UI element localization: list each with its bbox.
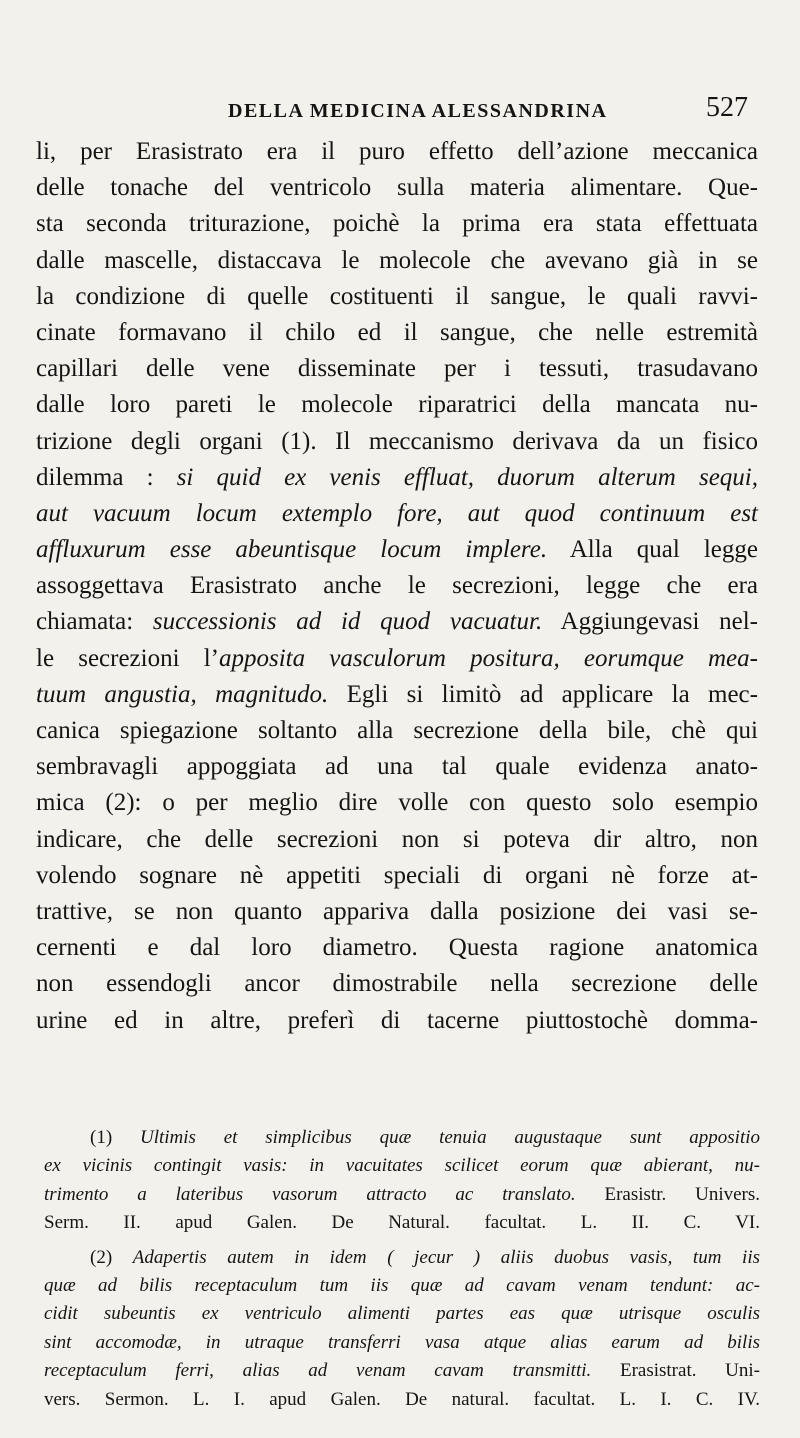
italic-text: successionis ad id quod vacuatur. — [152, 608, 543, 636]
text-run: chiamata: — [36, 608, 153, 636]
text-run: Erasistrat. Uni- — [591, 1360, 761, 1382]
text-run: dalle loro pareti le molecole riparatrici della mancata nu- — [36, 391, 758, 419]
text-run: cinate formavano il chilo ed il sangue, che nelle estremità — [36, 318, 758, 346]
text-run: le secrezioni l’ — [36, 644, 219, 672]
text-run: Serm. II. apud Galen. De Natural. facultat. L. II. C. VI. — [44, 1212, 760, 1234]
text-line — [36, 785, 758, 821]
text-run: non essendogli ancor dimostrabile nella secrezione delle — [36, 970, 758, 998]
text-run: (1) — [90, 1127, 140, 1148]
italic-text: Adapertis autem in idem ( jecur ) aliis duobus vasis, tum iis — [132, 1246, 760, 1268]
text-run: delle tonache del ventricolo sulla materia alimentare. Que- — [36, 174, 758, 202]
text-run: dilemma : — [36, 463, 177, 491]
text-line — [36, 568, 758, 604]
italic-text: tuum angustia, magnitudo. — [36, 680, 329, 708]
italic-text: ex vicinis contingit vasis: in vacuitates scilicet eorum quæ abierant, nu- — [44, 1155, 760, 1177]
footnote — [44, 1124, 760, 1238]
footnotes — [44, 1124, 760, 1414]
italic-text: Ultimis et simplicibus quæ tenuia augustaque sunt appositio — [139, 1127, 760, 1148]
text-line — [36, 966, 758, 1002]
text-line — [36, 351, 758, 387]
text-line — [36, 170, 758, 206]
footnote-line — [44, 1329, 760, 1357]
text-line — [36, 713, 758, 749]
footnote-line — [44, 1124, 760, 1152]
text-line — [36, 1003, 758, 1039]
text-run: sta seconda triturazione, poichè la prima era stata effettuata — [36, 210, 758, 238]
text-run: (2) — [90, 1246, 133, 1268]
footnote-line — [44, 1209, 760, 1237]
footnote-line — [44, 1300, 760, 1328]
text-run: Egli si limitò ad applicare la mec- — [328, 680, 758, 708]
text-line — [36, 822, 758, 858]
text-run: assoggettava Erasistrato anche le secrezioni, legge che era — [36, 572, 758, 600]
text-line — [36, 243, 758, 279]
text-line — [36, 641, 758, 677]
italic-text: cidit subeuntis ex ventriculo alimenti partes eas quæ utrisque osculis — [44, 1303, 760, 1325]
text-line — [36, 677, 758, 713]
footnote-line — [44, 1244, 760, 1272]
text-line — [36, 894, 758, 930]
footnote-line — [44, 1357, 760, 1385]
text-run: canica spiegazione soltanto alla secrezione della bile, chè qui — [36, 717, 758, 744]
text-run: urine ed in altre, preferì di tacerne piuttostochè domma- — [36, 1006, 758, 1034]
text-run: Aggiungevasi nel- — [542, 608, 759, 636]
italic-text: aut vacuum locum extemplo fore, aut quod continuum est — [36, 499, 758, 527]
page-header — [0, 92, 800, 132]
italic-text: quæ ad bilis receptaculum tum iis quæ ad cavam venam tendunt: ac- — [44, 1274, 760, 1296]
text-line — [36, 206, 758, 242]
text-run: dalle mascelle, distaccava le molecole che avevano già in se — [36, 246, 758, 274]
text-run: Alla qual legge — [547, 536, 759, 564]
text-line — [36, 460, 758, 496]
text-run: Erasistr. Univers. — [575, 1183, 761, 1205]
text-run: sembravagli appoggiata ad una tal quale evidenza anato- — [36, 753, 758, 781]
text-run: vers. Sermon. L. I. apud Galen. De natural. facultat. L. I. C. IV. — [44, 1388, 760, 1410]
text-line — [36, 749, 758, 785]
text-run: trattive, se non quanto appariva dalla posizione dei vasi se- — [36, 897, 758, 925]
text-run: trizione degli organi (1). Il meccanismo derivava da un fisico — [36, 427, 758, 455]
footnote-line — [44, 1152, 760, 1180]
text-line — [36, 387, 758, 423]
text-line — [36, 604, 758, 640]
text-run: indicare, che delle secrezioni non si poteva dir altro, non — [36, 825, 758, 853]
footnote-line — [44, 1272, 760, 1300]
italic-text: sint accomodæ, in utraque transferri vasa atque alias earum ad bilis — [44, 1331, 760, 1353]
footnote-line — [44, 1386, 760, 1414]
text-line — [36, 858, 758, 894]
footnote — [44, 1244, 760, 1414]
text-line — [36, 279, 758, 315]
text-line — [36, 532, 758, 568]
text-run: cernenti e dal loro diametro. Questa ragione anatomica — [36, 934, 758, 962]
italic-text: affluxurum esse abeuntisque locum implere. — [36, 536, 548, 564]
text-run: volendo sognare nè appetiti speciali di organi nè forze at- — [36, 861, 758, 889]
text-run: la condizione di quelle costituenti il sangue, le quali ravvi- — [36, 282, 758, 310]
text-run: capillari delle vene disseminate per i tessuti, trasudavano — [36, 355, 758, 383]
text-run: li, per Erasistrato era il puro effetto dell’azione meccanica — [36, 138, 758, 165]
page-number: 527 — [706, 92, 748, 123]
italic-text: trimento a lateribus vasorum attracto ac translato. — [44, 1183, 576, 1205]
italic-text: apposita vasculorum positura, eorumque mea- — [218, 644, 758, 672]
text-line — [36, 315, 758, 351]
text-line — [36, 496, 758, 532]
text-line — [36, 424, 758, 460]
text-line — [36, 134, 758, 170]
main-text — [36, 134, 758, 1039]
footnote-line — [44, 1181, 760, 1209]
text-line — [36, 930, 758, 966]
italic-text: si quid ex venis effluat, duorum alterum sequi, — [176, 463, 758, 491]
running-title: DELLA MEDICINA ALESSANDRINA — [228, 100, 608, 122]
text-run: mica (2): o per meglio dire volle con questo solo esempio — [36, 789, 758, 817]
italic-text: receptaculum ferri, alias ad venam cavam transmitti. — [44, 1360, 592, 1382]
